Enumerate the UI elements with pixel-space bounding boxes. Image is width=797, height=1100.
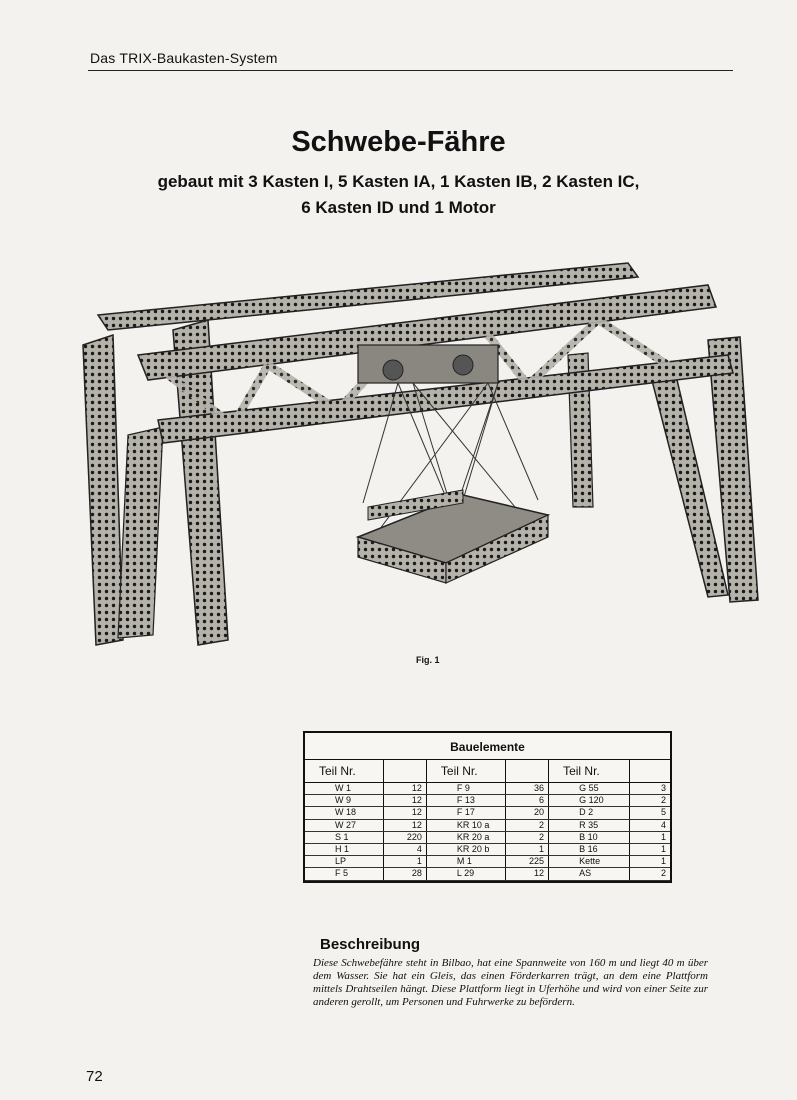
- part-name: LP: [305, 856, 384, 868]
- table-row: [305, 856, 670, 868]
- description-text: Diese Schwebefähre steht in Bilbao, hat eine Spannweite von 160 m und liegt 40 m über dem Wasser. Sie hat ein Gleis, das einen Förderkarren trägt, an dem eine Plattform mittels Drahtseilen hängt. Diese Plattform liegt in Uferhöhe und wird von einer Seite zur anderen gerollt, um Personen und Fuhrwerke zu befördern.: [313, 957, 708, 1008]
- part-count: 12: [384, 807, 427, 819]
- part-name: Kette: [549, 856, 630, 868]
- part-name: F 9: [426, 783, 506, 795]
- subtitle-line-1: gebaut mit 3 Kasten I, 5 Kasten IA, 1 Kasten IB, 2 Kasten IC,: [157, 172, 640, 191]
- part-count: 1: [630, 831, 670, 843]
- part-name: S 1: [305, 831, 384, 843]
- part-count: 12: [384, 783, 427, 795]
- description-heading: Beschreibung: [320, 936, 421, 953]
- table-row: [305, 819, 670, 831]
- part-count: 12: [506, 868, 549, 880]
- part-name: W 18: [305, 807, 384, 819]
- part-name: F 17: [426, 807, 506, 819]
- page-title: Schwebe-Fähre: [291, 126, 506, 158]
- part-name: W 9: [305, 795, 384, 807]
- part-name: G 120: [549, 795, 630, 807]
- table-row: [305, 795, 670, 807]
- part-count: 3: [630, 783, 670, 795]
- part-count: 1: [384, 856, 427, 868]
- part-name: KR 20 a: [426, 831, 506, 843]
- part-count: 12: [384, 819, 427, 831]
- parts-table: [303, 731, 672, 883]
- gantry-crane-figure: [68, 245, 768, 665]
- part-name: R 35: [549, 819, 630, 831]
- part-count: 28: [384, 868, 427, 880]
- part-count: 4: [630, 819, 670, 831]
- part-name: M 1: [426, 856, 506, 868]
- part-name: KR 20 b: [426, 843, 506, 855]
- part-name: H 1: [305, 843, 384, 855]
- part-count: 36: [506, 783, 549, 795]
- gantry-crane-illustration: [68, 245, 768, 665]
- page-number: 72: [86, 1068, 103, 1085]
- header-text: Das TRIX-Baukasten-System: [90, 50, 278, 66]
- part-count: 2: [630, 795, 670, 807]
- table-row: [305, 831, 670, 843]
- part-name: W 1: [305, 783, 384, 795]
- part-count: 220: [384, 831, 427, 843]
- part-count: 6: [506, 795, 549, 807]
- part-count: 2: [506, 831, 549, 843]
- part-count: 225: [506, 856, 549, 868]
- figure-caption: Fig. 1: [416, 655, 440, 665]
- parts-grid: [305, 760, 670, 881]
- part-name: W 27: [305, 819, 384, 831]
- column-header-teil-2: Teil Nr.: [426, 760, 506, 783]
- part-name: KR 10 a: [426, 819, 506, 831]
- part-count: 20: [506, 807, 549, 819]
- part-name: B 16: [549, 843, 630, 855]
- part-count: 2: [506, 819, 549, 831]
- part-name: F 5: [305, 868, 384, 880]
- column-header-teil-3: Teil Nr.: [549, 760, 630, 783]
- table-row: [305, 868, 670, 880]
- parts-header-row: [305, 760, 670, 783]
- part-count: 12: [384, 795, 427, 807]
- column-header-count-3: [630, 760, 670, 783]
- part-count: 2: [630, 868, 670, 880]
- part-name: B 10: [549, 831, 630, 843]
- part-name: L 29: [426, 868, 506, 880]
- part-count: 1: [630, 843, 670, 855]
- subtitle-line-2: 6 Kasten ID und 1 Motor: [301, 198, 496, 217]
- part-count: 5: [630, 807, 670, 819]
- column-header-teil-1: Teil Nr.: [305, 760, 384, 783]
- table-row: [305, 807, 670, 819]
- part-name: G 55: [549, 783, 630, 795]
- part-name: F 13: [426, 795, 506, 807]
- table-row: [305, 843, 670, 855]
- table-row: [305, 783, 670, 795]
- part-count: 4: [384, 843, 427, 855]
- part-count: 1: [506, 843, 549, 855]
- part-name: D 2: [549, 807, 630, 819]
- part-count: 1: [630, 856, 670, 868]
- header-rule: [88, 70, 733, 71]
- column-header-count-1: [384, 760, 427, 783]
- parts-table-title: Bauelemente: [305, 733, 670, 760]
- column-header-count-2: [506, 760, 549, 783]
- part-name: AS: [549, 868, 630, 880]
